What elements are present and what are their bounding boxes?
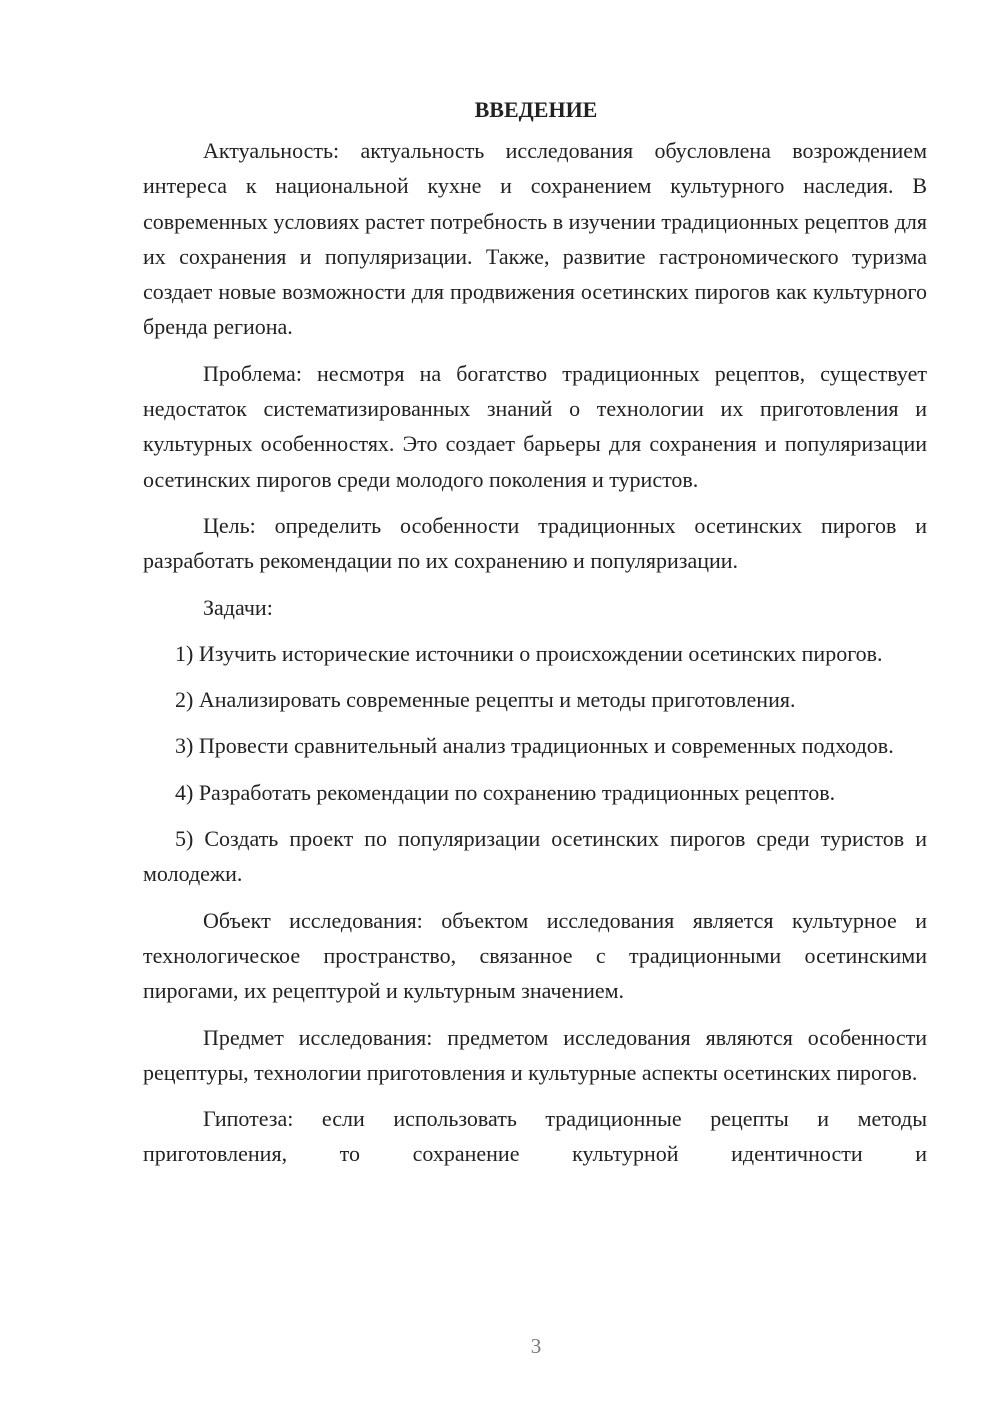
- section-title: ВВЕДЕНИЕ: [474, 97, 598, 122]
- task-item-3: 3) Провести сравнительный анализ традиционных и современных подходов.: [175, 733, 894, 759]
- paragraph-object: Объект исследования: объектом исследования является культурное и технологическое пространство, связанное с традиционными осетинскими пирогами, их рецептурой и культурным значением.: [143, 907, 927, 1004]
- paragraph-hypothesis: Гипотеза: если использовать традиционные рецепты и методы приготовления, то сохранение культурной идентичности и: [143, 1106, 927, 1167]
- page-number: 3: [530, 1334, 542, 1358]
- paragraph-tasks-heading: Задачи:: [203, 594, 273, 620]
- task-item-1: 1) Изучить исторические источники о происхождении осетинских пирогов.: [175, 640, 883, 666]
- paragraph-goal: Цель: определить особенности традиционных осетинских пирогов и разработать рекомендации по их сохранению и популяризации.: [143, 512, 927, 574]
- paragraph-relevance: Актуальность: актуальность исследования обусловлена возрождением интереса к национальной кухне и сохранением культурного наследия. В современных условиях растет потребность в изучении традиционных рецептов для их сохранения и популяризации. Также, развитие гастрономического туризма создает новые возможности для продвижения осетинских пирогов как культурного бренда региона.: [143, 138, 927, 340]
- paragraph-problem: Проблема: несмотря на богатство традиционных рецептов, существует недостаток систематизированных знаний о технологии их приготовления и культурных особенностях. Это создает барьеры для сохранения и популяризации осетинских пирогов среди молодого поколения и туристов.: [143, 360, 927, 492]
- page-content: [143, 92, 927, 1172]
- task-item-5: 5) Создать проект по популяризации осетинских пирогов среди туристов и молодежи.: [143, 826, 927, 887]
- task-item-2: 2) Анализировать современные рецепты и методы приготовления.: [175, 687, 796, 713]
- paragraph-subject: Предмет исследования: предметом исследования являются особенности рецептуры, технологии приготовления и культурные аспекты осетинских пирогов.: [143, 1024, 927, 1085]
- task-item-4: 4) Разработать рекомендации по сохранению традиционных рецептов.: [175, 779, 836, 805]
